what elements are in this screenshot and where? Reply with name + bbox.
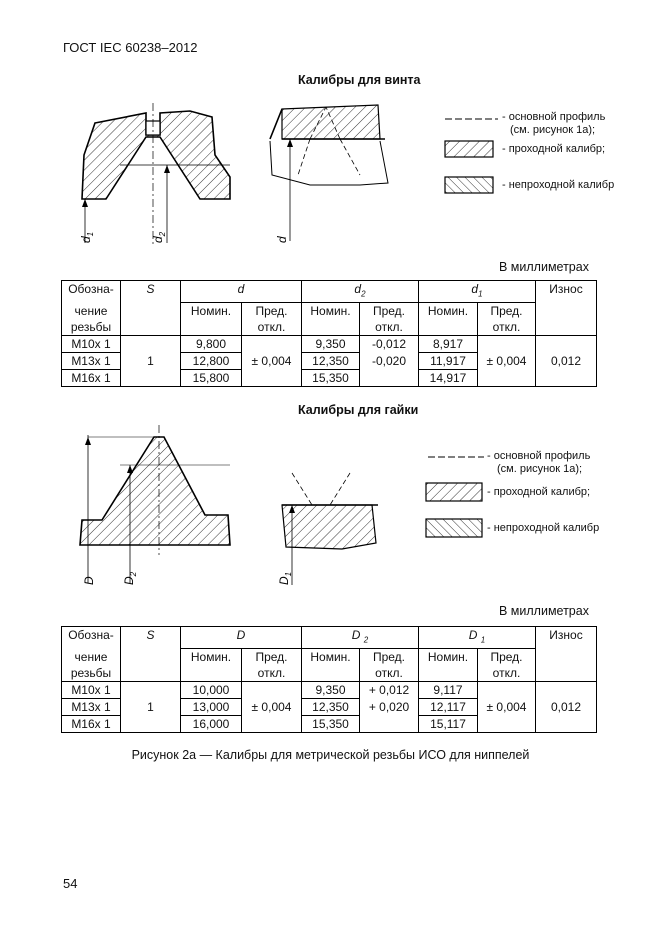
page-number: 54 xyxy=(63,876,78,891)
nut-profile-hatch xyxy=(282,505,376,549)
D-group-header: D xyxy=(181,627,302,649)
s-header: S xyxy=(121,281,181,303)
screw-gauge-table: Обозна- S d $d_2$ $d_1$ Износ чение Номин. Пред. Номин. Пред. Номин. Пред. резьбы откл. откл. откл. M10x 1 1 9,800 ± 0,004 9,350 -0,012 8,917 ± 0,004 0,012 M13x 1 12,800 12,350 -0,020 11,917 M16x 1 15,800 15,350 14,917 xyxy=(61,280,597,387)
tol-header: Пред. xyxy=(242,649,302,666)
table-row: M16x 1 16,000 15,350 15,117 xyxy=(62,716,597,733)
designation-header: Обозна- xyxy=(62,281,121,303)
nut-section-title: Калибры для гайки xyxy=(298,403,419,417)
document-header: ГОСТ IEC 60238–2012 xyxy=(63,40,198,55)
table-row: M16x 1 15,800 15,350 14,917 xyxy=(62,370,597,387)
screw-profile-hatch xyxy=(282,105,380,139)
s-header: S xyxy=(121,627,181,649)
table-row: M13x 1 12,800 12,350 -0,020 11,917 xyxy=(62,353,597,370)
nom-header: Номин. xyxy=(302,649,360,666)
table-row: M10x 1 1 10,000 ± 0,004 9,350 + 0,012 9,117 ± 0,004 0,012 xyxy=(62,682,597,699)
d1-tolerance: ± 0,004 xyxy=(478,336,536,387)
screw-legend-nogo: - непроходной калибр xyxy=(502,179,615,191)
nom-header: Номин. xyxy=(302,303,360,320)
nut-gauge-section xyxy=(80,437,230,545)
tol-header: Пред. xyxy=(478,649,536,666)
nut-legend-nogo: - непроходной калибр xyxy=(487,522,600,534)
wear-value: 0,012 xyxy=(536,336,597,387)
table-row: M13x 1 13,000 12,350 + 0,020 12,117 xyxy=(62,699,597,716)
wear-header: Износ xyxy=(536,627,597,649)
s-value: 1 xyxy=(121,682,181,733)
D2-label: $D_2$ xyxy=(122,571,138,585)
d-group-header: d xyxy=(181,281,302,303)
s-value: 1 xyxy=(121,336,181,387)
d-label: d xyxy=(275,236,289,243)
screw-section-title: Калибры для винта xyxy=(298,73,421,87)
nut-gauge-table: Обозна- S D D $_2$ D $_1$ Износ чение Номин. Пред. Номин. Пред. Номин. Пред. резьбы откл. откл. откл. M10x 1 1 10,000 ± 0,004 9,350 + 0,012 9,117 ± 0,004 0,012 M13x 1 13,000 12,350 + 0,020 12,117 M16x 1 16,000 15,350 15,117 xyxy=(61,626,597,733)
tol-header: Пред. xyxy=(242,303,302,320)
figure-caption: Рисунок 2а — Калибры для метрической резьбы ИСО для ниппелей xyxy=(131,748,530,762)
legend-go-gauge-swatch xyxy=(445,141,493,157)
d1-group-header: $d_1$ xyxy=(419,281,536,303)
nom-header: Номин. xyxy=(419,649,478,666)
wear-header: Износ xyxy=(536,281,597,303)
screw-legend-go: - проходной калибр; xyxy=(502,143,606,155)
designation-header: Обозна- xyxy=(62,627,121,649)
D-label: D xyxy=(82,576,96,585)
legend-nogo-gauge-swatch xyxy=(426,519,482,537)
d-tolerance: ± 0,004 xyxy=(242,336,302,387)
tol-header: Пред. xyxy=(360,649,419,666)
table-row: M10x 1 1 9,800 ± 0,004 9,350 -0,012 8,917 ± 0,004 0,012 xyxy=(62,336,597,353)
tol-header: Пред. xyxy=(360,303,419,320)
legend-go-gauge-swatch xyxy=(426,483,482,501)
wear-value: 0,012 xyxy=(536,682,597,733)
nut-legend-go: - проходной калибр; xyxy=(487,486,591,498)
legend-nogo-gauge-swatch xyxy=(445,177,493,193)
D1-tolerance: ± 0,004 xyxy=(478,682,536,733)
nom-header: Номин. xyxy=(419,303,478,320)
nut-units-note: В миллиметрах xyxy=(499,604,589,618)
D1-group-header: D $_1$ xyxy=(419,627,536,649)
d2-group-header: $d_2$ xyxy=(302,281,419,303)
d2-label: $d_2$ xyxy=(151,231,167,243)
tol-header: Пред. xyxy=(478,303,536,320)
screw-units-note: В миллиметрах xyxy=(499,260,589,274)
nom-header: Номин. xyxy=(181,303,242,320)
screw-legend-basic-profile: - основной профиль (см. рисунок 1а); xyxy=(502,111,606,136)
d1-label: $d_1$ xyxy=(79,231,95,243)
D-tolerance: ± 0,004 xyxy=(242,682,302,733)
nom-header: Номин. xyxy=(181,649,242,666)
D1-label: $D_1$ xyxy=(277,571,293,585)
D2-group-header: D $_2$ xyxy=(302,627,419,649)
nut-legend-basic-profile: - основной профиль (см. рисунок 1а); xyxy=(487,450,591,475)
